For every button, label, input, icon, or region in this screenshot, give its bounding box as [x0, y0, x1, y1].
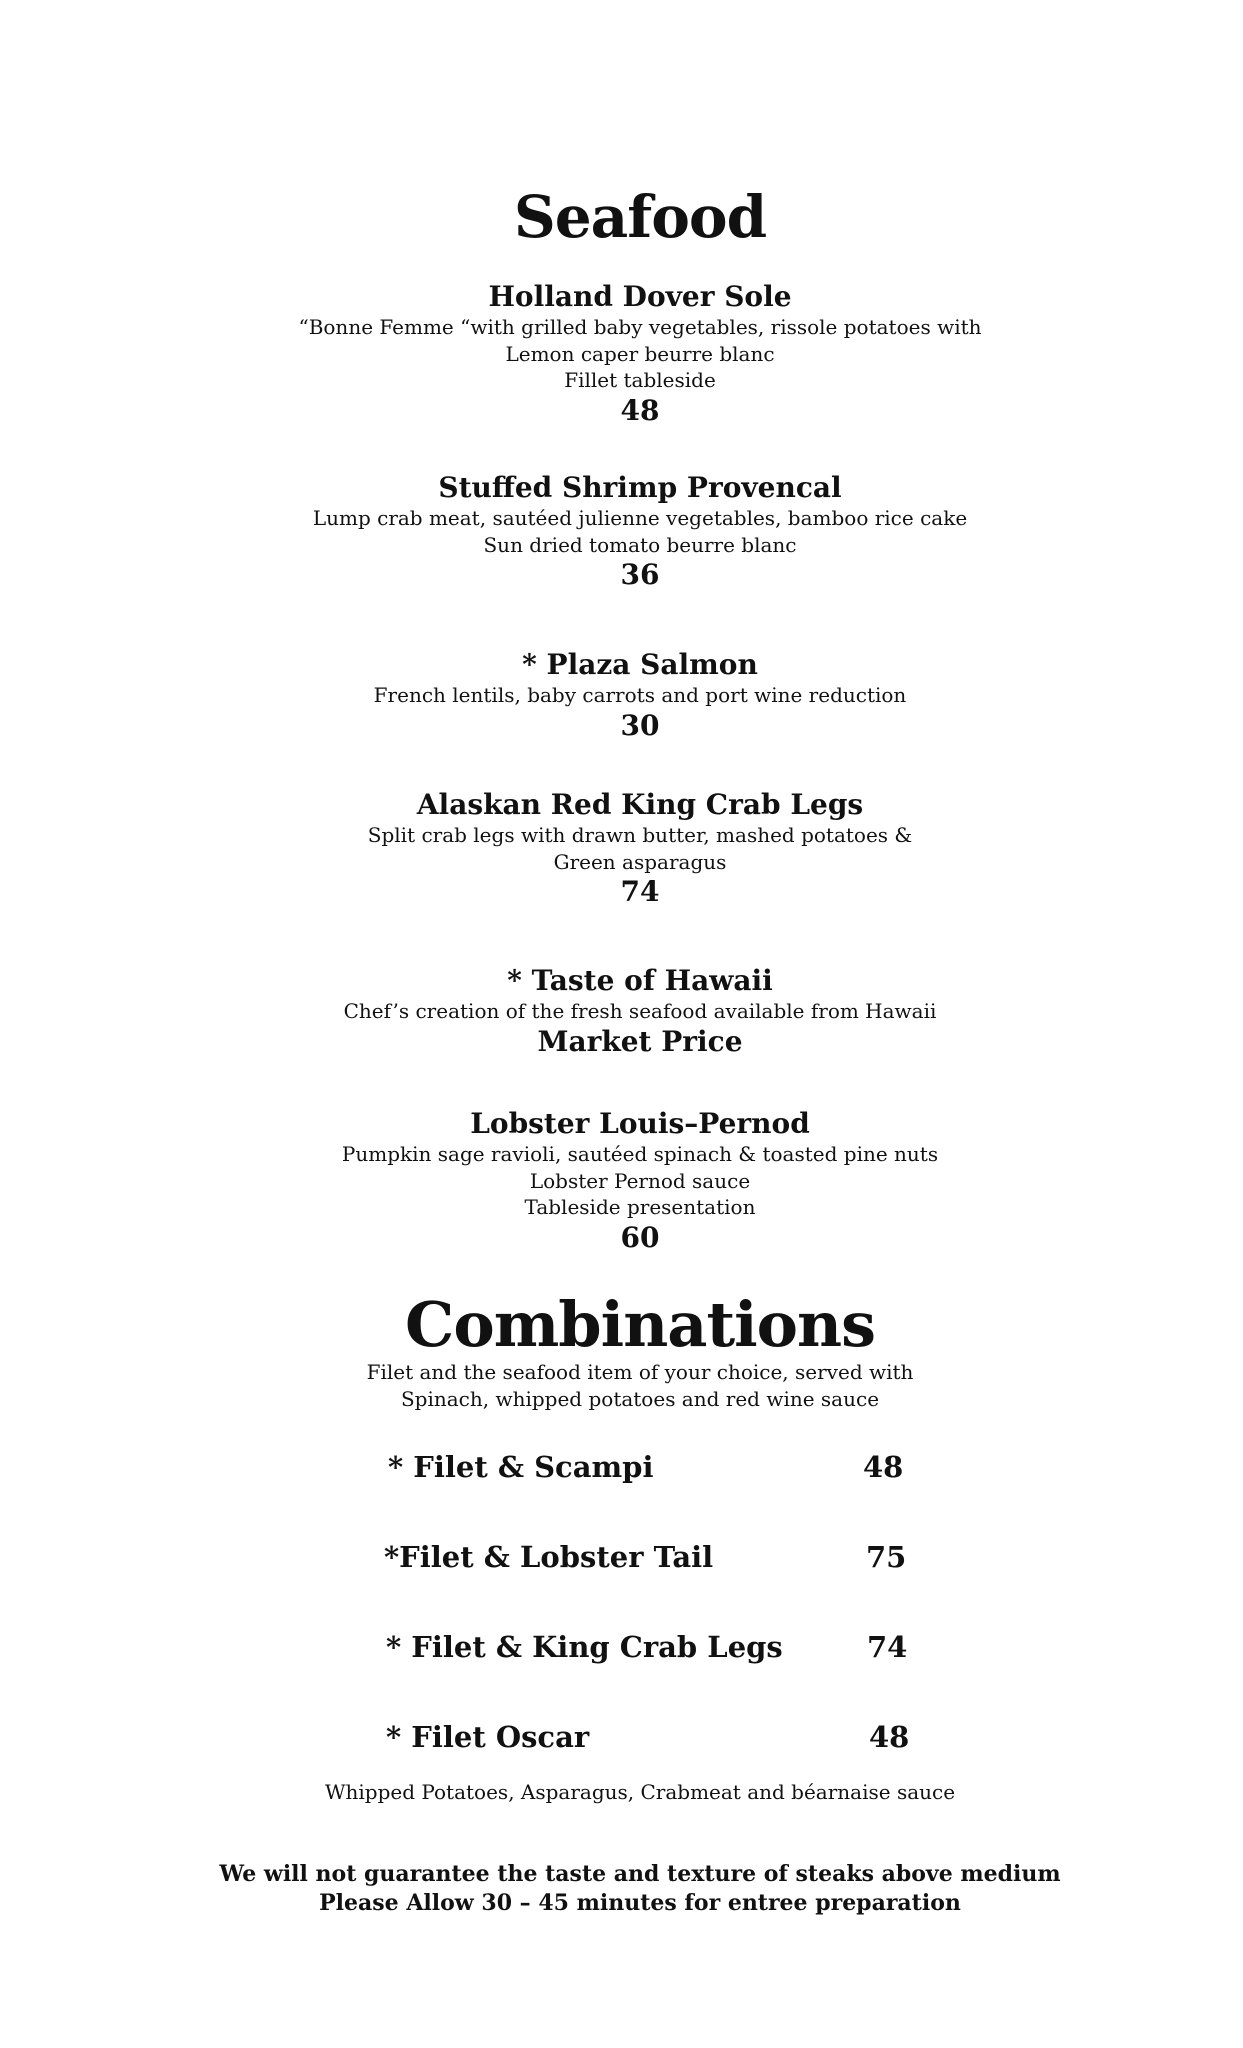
menu-item-taste-of-hawaii	[0, 964, 1243, 1059]
item-price: 74	[620, 875, 660, 908]
item-price: Market Price	[537, 1024, 743, 1058]
combinations-intro	[0, 1359, 1243, 1412]
preparation-time-notice: Please Allow 30 – 45 minutes for entree preparation	[319, 1890, 961, 1916]
item-description: Lobster Pernod sauce	[529, 1168, 751, 1193]
item-description: Chef’s creation of the fresh seafood available from Hawaii	[343, 999, 937, 1023]
combo-name-filet-scampi: * Filet & Scampi	[388, 1450, 654, 1484]
oscar-description: Whipped Potatoes, Asparagus, Crabmeat and béarnaise sauce	[324, 1780, 956, 1804]
item-description: “Bonne Femme “with grilled baby vegetables, rissole potatoes with	[298, 315, 982, 339]
steak-doneness-notice: We will not guarantee the taste and texture of steaks above medium	[219, 1861, 1061, 1887]
combo-price-filet-oscar: 48	[869, 1720, 910, 1754]
item-description: Lemon caper beurre blanc	[505, 341, 775, 366]
item-description: Tableside presentation	[524, 1195, 756, 1219]
seafood-heading: Seafood	[513, 183, 767, 251]
item-name: Lobster Louis–Pernod	[470, 1107, 810, 1140]
item-price: 60	[620, 1220, 660, 1254]
item-description: Sun dried tomato beurre blanc	[483, 532, 797, 557]
menu-item-stuffed-shrimp	[0, 471, 1243, 592]
combinations-heading: Combinations	[405, 1288, 875, 1361]
combo-price-filet-lobster-tail: 75	[866, 1540, 907, 1574]
item-price: 36	[620, 558, 660, 591]
item-name: Stuffed Shrimp Provencal	[438, 471, 842, 504]
item-name: * Plaza Salmon	[522, 648, 758, 681]
item-description: Fillet tableside	[564, 368, 716, 392]
combinations-intro-line: Filet and the seafood item of your choice, served with	[366, 1360, 914, 1384]
item-description: Pumpkin sage ravioli, sautéed spinach & toasted pine nuts	[341, 1142, 939, 1166]
combo-name-filet-king-crab-legs: * Filet & King Crab Legs	[386, 1630, 783, 1664]
combinations-intro-line: Spinach, whipped potatoes and red wine sauce	[400, 1386, 880, 1411]
combo-name-filet-oscar: * Filet Oscar	[386, 1720, 590, 1754]
item-name: * Taste of Hawaii	[507, 964, 773, 997]
menu-item-plaza-salmon	[0, 648, 1243, 743]
item-price: 30	[620, 708, 660, 742]
menu-item-king-crab-legs	[0, 788, 1243, 909]
item-description: Lump crab meat, sautéed julienne vegetables, bamboo rice cake	[312, 506, 968, 530]
menu-item-lobster-louis-pernod	[0, 1107, 1243, 1255]
item-name: Holland Dover Sole	[488, 280, 792, 313]
item-description: Split crab legs with drawn butter, mashed potatoes &	[367, 823, 913, 847]
menu-item-dover-sole	[0, 280, 1243, 428]
item-name: Alaskan Red King Crab Legs	[416, 788, 864, 821]
combo-name-filet-lobster-tail: *Filet & Lobster Tail	[384, 1540, 714, 1574]
item-description: French lentils, baby carrots and port wine reduction	[373, 683, 907, 707]
item-price: 48	[620, 393, 660, 427]
item-description: Green asparagus	[553, 849, 727, 874]
footer-notice	[0, 1860, 1243, 1918]
combo-price-filet-scampi: 48	[863, 1450, 904, 1484]
combo-price-filet-king-crab-legs: 74	[867, 1630, 908, 1664]
